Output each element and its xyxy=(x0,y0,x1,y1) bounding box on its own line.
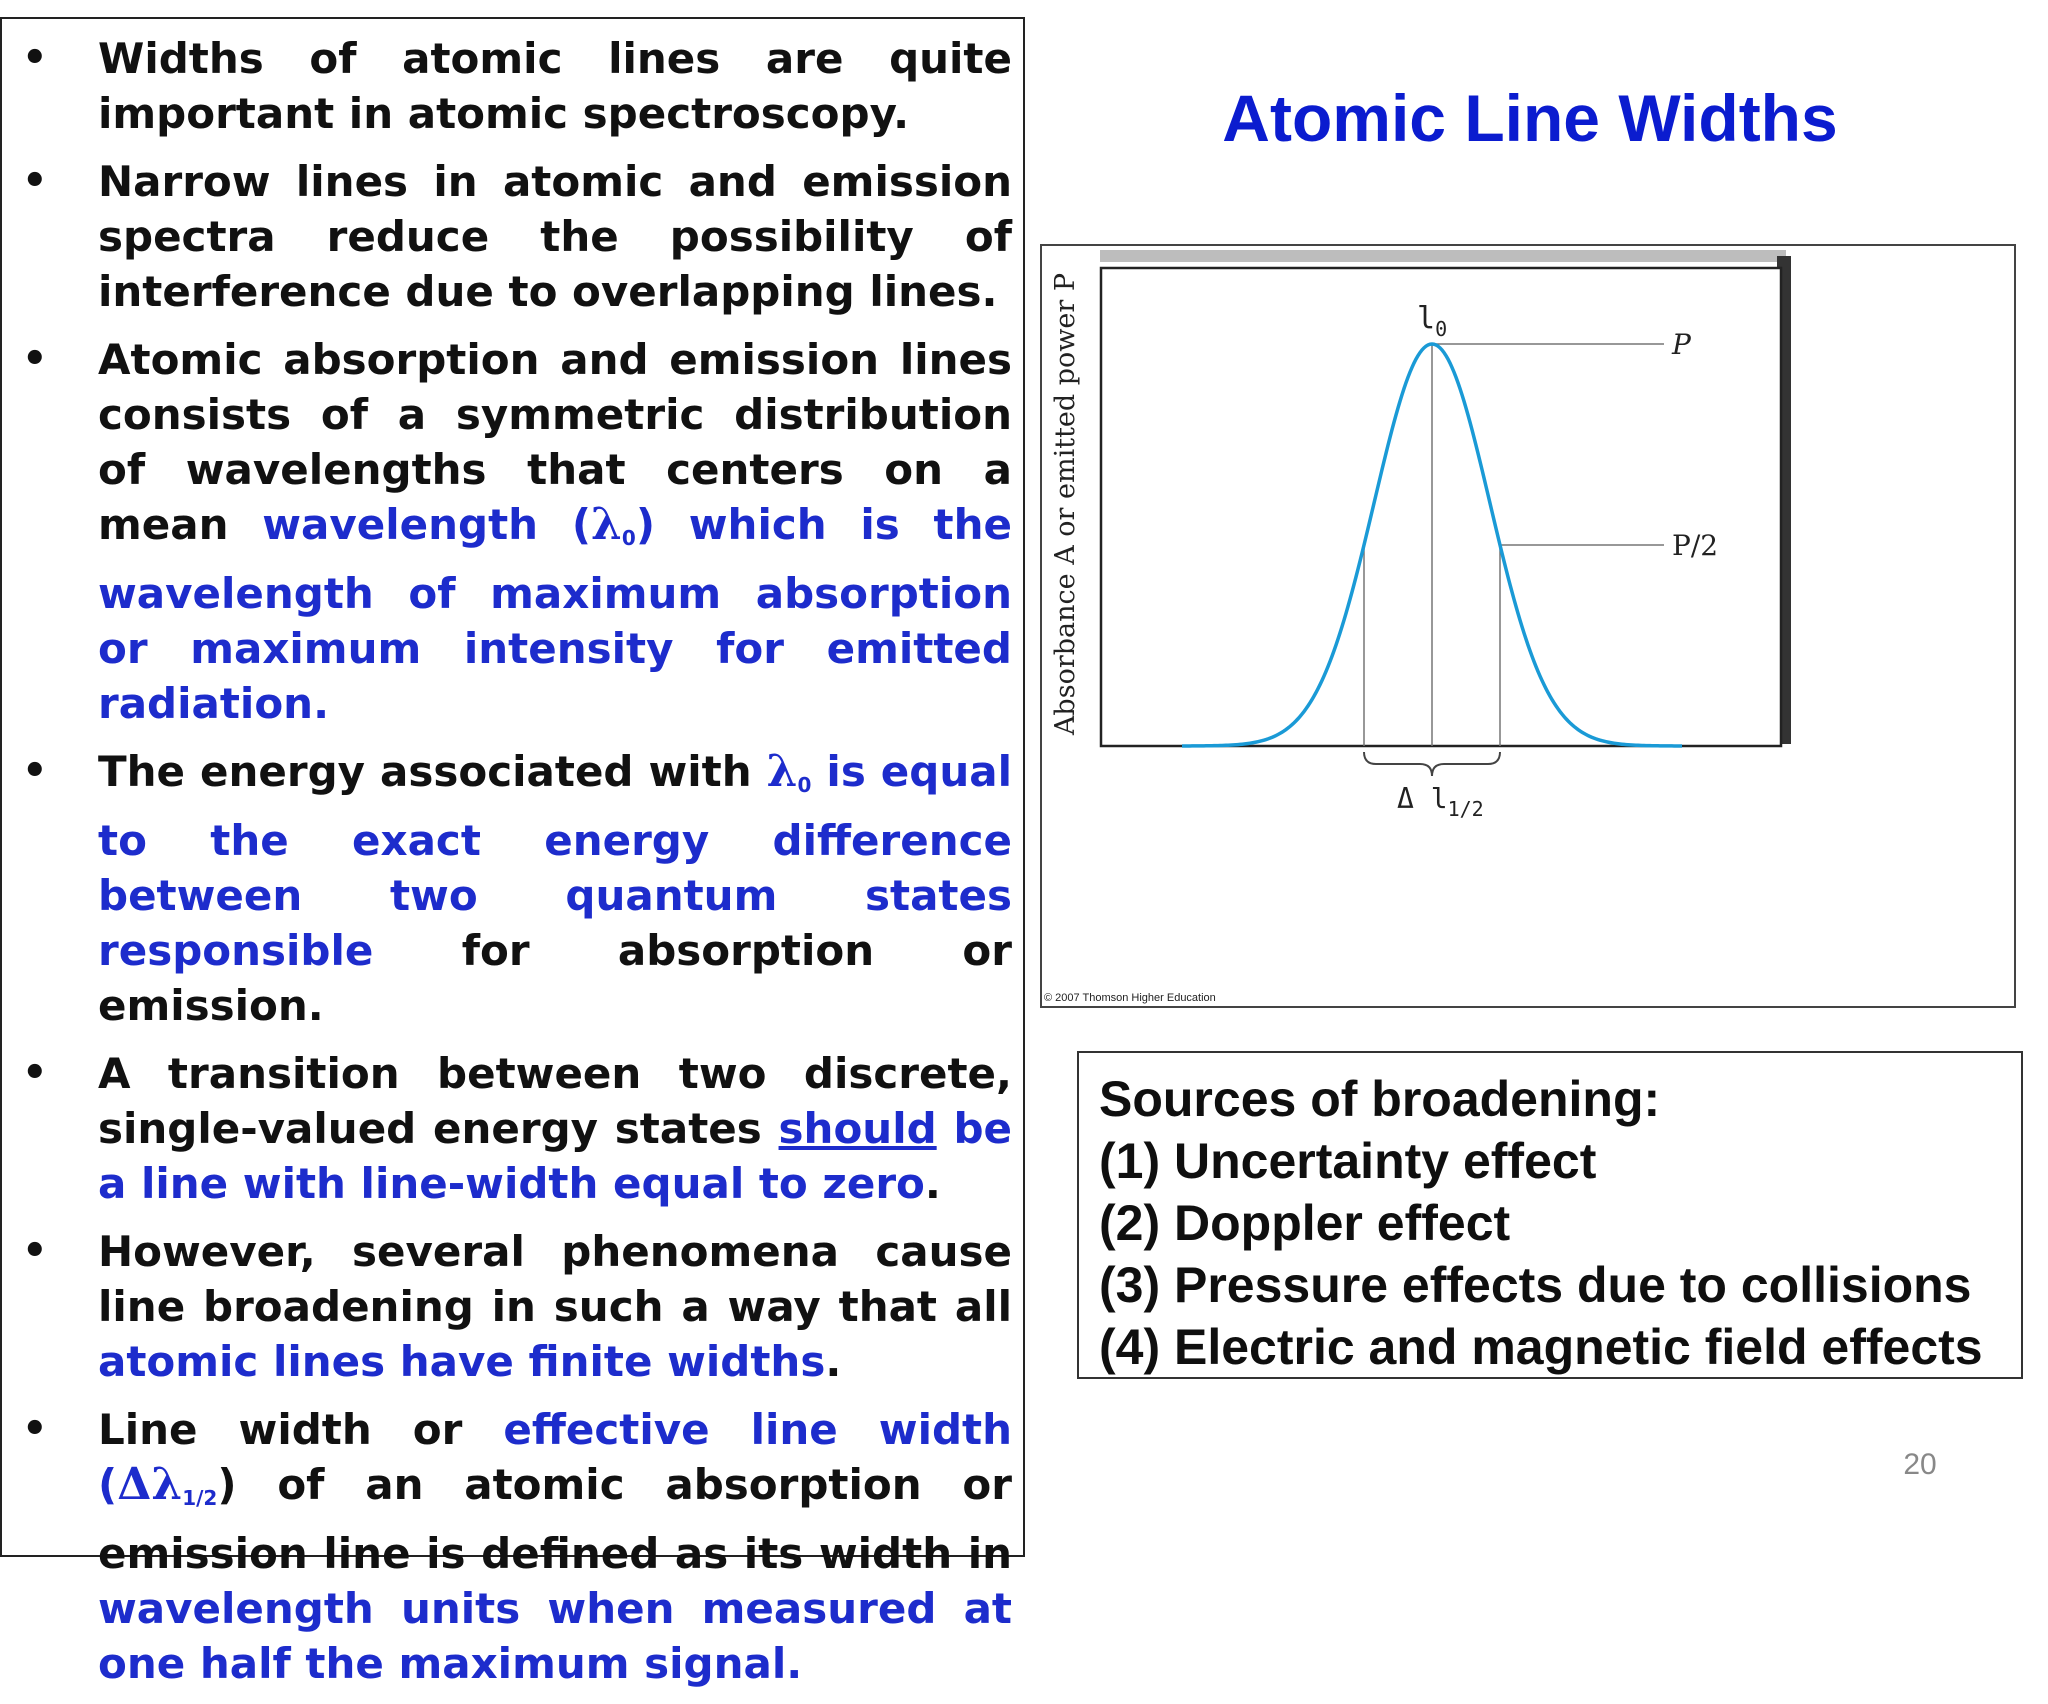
source-item-pressure: (3) Pressure effects due to collisions xyxy=(1099,1257,1972,1313)
bullet-item xyxy=(2,744,1012,1033)
bullet-text-run: 0 xyxy=(797,773,812,797)
bullet-text-run: ) xyxy=(217,1460,237,1509)
bullet-text-run: of an atomic absorption or emission line is defined as its width in xyxy=(98,1460,1012,1578)
bullet-text-run: λ xyxy=(591,499,622,550)
bullet-text-run: λ xyxy=(766,746,798,797)
bullet-text-run: Narrow lines in atomic and emission spectra reduce the possibility of interference due to overlapping lines. xyxy=(98,157,1012,316)
bullet-text-run: wavelength units when measured at one half the maximum signal. xyxy=(98,1584,1012,1688)
bullet-text-run: wavelength ( xyxy=(262,500,592,549)
bullet-text-run: effective line width ( xyxy=(98,1405,1013,1509)
bullet-text-run: Widths of atomic lines are quite important in atomic spectroscopy. xyxy=(98,34,1012,138)
bullet-item xyxy=(2,31,1012,141)
bullet-text-run: The energy associated with xyxy=(98,747,767,796)
text-panel xyxy=(0,17,1025,1688)
y-axis-label: Absorbance A or emitted power P xyxy=(1050,272,1081,736)
peak-wavelength-label: $l_0$ xyxy=(1417,301,1448,341)
source-item-fields: (4) Electric and magnetic field effects xyxy=(1099,1319,1983,1375)
full-power-label: P xyxy=(1672,328,1691,361)
sources-heading: Sources of broadening: xyxy=(1099,1071,1661,1127)
slide-title: Atomic Line Widths xyxy=(1222,81,1838,155)
broadening-sources-box xyxy=(1077,1051,2023,1379)
bullet-list xyxy=(2,31,1012,1704)
line-width-label: Δ $l_{1/2}$ xyxy=(1397,782,1484,821)
bullet-item xyxy=(2,1402,1012,1691)
bullet-text-run: for absorption or emission. xyxy=(98,926,1013,1030)
bullet-text-run: be a line with line-width equal to zero xyxy=(98,1104,1012,1208)
bullet-text-run: . xyxy=(924,1159,941,1208)
bullet-item xyxy=(2,154,1012,319)
source-item-doppler: (2) Doppler effect xyxy=(1099,1195,1511,1251)
page-number: 20 xyxy=(1903,1448,1937,1481)
line-width-figure xyxy=(1040,244,2016,1008)
copyright-note: © 2007 Thomson Higher Education xyxy=(1044,992,1216,1004)
bullet-text-run: However, several phenomena cause line broadening in such a way that all xyxy=(98,1227,1012,1331)
bullet-text-run: atomic lines have finite widths xyxy=(98,1337,826,1386)
bullet-text-run: . xyxy=(825,1337,842,1386)
frame-shadow-top xyxy=(1100,250,1786,262)
source-item-uncertainty: (1) Uncertainty effect xyxy=(1099,1133,1597,1189)
line-profile-diagram xyxy=(1042,246,2014,1006)
bullet-item xyxy=(2,1046,1012,1211)
bullet-text-run: is equal to the exact energy difference between two quantum states responsible xyxy=(98,747,1012,975)
bullet-text-run: Atomic absorption and emission lines consists of a symmetric distribution of wavelengths that centers on a mean xyxy=(98,335,1012,549)
width-brace xyxy=(1364,752,1500,776)
bullet-text-run: Line width or xyxy=(98,1405,504,1454)
bullet-text-run: 0 xyxy=(621,526,636,550)
bullet-item xyxy=(2,332,1012,731)
bullet-text-run: A transition between two discrete, single-valued energy states xyxy=(98,1049,1012,1153)
bullet-item xyxy=(2,1224,1012,1389)
bullet-text-run: should xyxy=(778,1104,937,1153)
bullet-text-run: 1/2 xyxy=(182,1486,218,1510)
bullet-text-run: ) which is the wavelength of maximum absorption or maximum intensity for emitted radiation. xyxy=(98,500,1012,728)
half-power-label: P/2 xyxy=(1672,529,1719,562)
bullet-text-run: Δλ xyxy=(117,1459,183,1510)
